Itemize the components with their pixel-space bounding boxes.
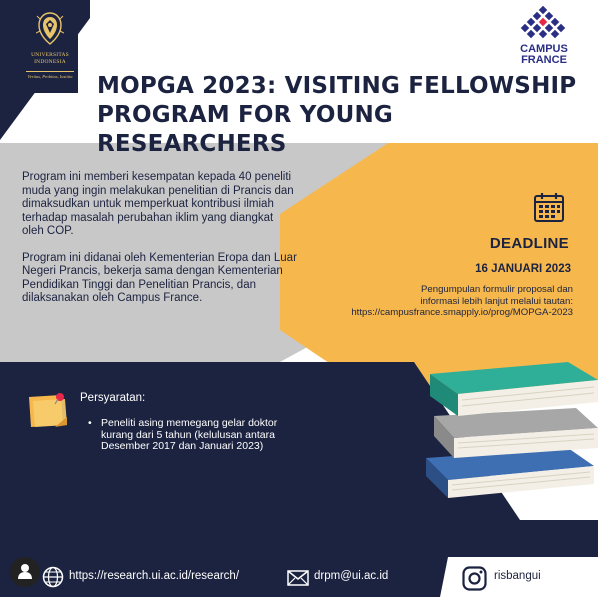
makara-crest-icon bbox=[36, 11, 64, 47]
title-line1: MOPGA 2023: VISITING FELLOWSHIP bbox=[97, 73, 577, 99]
campus-france-line1: CAMPUS bbox=[520, 43, 568, 55]
application-link[interactable]: https://campusfrance.smapply.io/prog/MOPGA-2023 bbox=[351, 307, 573, 318]
campus-france-line2: FRANCE bbox=[521, 54, 567, 66]
campus-france-diamond-icon bbox=[518, 6, 570, 42]
requirement-item: • Peneliti asing memegang gelar doktor kurang dari 5 tahun (kelulusan antara Desember 2017 dan Januari 2023) bbox=[88, 418, 288, 453]
globe-icon bbox=[42, 566, 64, 588]
website-link[interactable]: https://research.ui.ac.id/research/ bbox=[69, 570, 240, 582]
university-name-line2: INDONESIA bbox=[34, 58, 66, 65]
university-motto: Veritas, Probitas, Iustitia bbox=[26, 71, 74, 79]
program-description bbox=[22, 171, 298, 319]
mail-icon bbox=[287, 570, 309, 586]
book-stack-icon bbox=[418, 348, 598, 513]
deadline-note-line1: Pengumpulan formulir proposal dan bbox=[421, 284, 573, 295]
university-name-line1: UNIVERSITAS bbox=[31, 52, 69, 58]
deadline-note bbox=[290, 284, 573, 319]
sticky-note-icon bbox=[27, 391, 69, 429]
person-icon bbox=[18, 563, 32, 579]
profile-button[interactable] bbox=[10, 557, 40, 587]
description-paragraph-2: Program ini didanai oleh Kementerian Eropa dan Luar Negeri Prancis, bekerja sama dengan Kementerian Pendidikan Tinggi dan Penelitian Prancis, dan dilaksanakan oleh Campus France. bbox=[22, 251, 297, 304]
calendar-icon bbox=[533, 191, 565, 223]
deadline-label: DEADLINE bbox=[489, 235, 569, 252]
campus-france-wordmark bbox=[510, 44, 578, 66]
requirements-list bbox=[88, 418, 288, 453]
requirements-title: Persyaratan: bbox=[80, 392, 146, 404]
campus-france-logo bbox=[510, 6, 578, 68]
instagram-handle[interactable]: risbangui bbox=[494, 570, 541, 582]
deadline-note-line2: informasi lebih lanjut melalui tautan: bbox=[420, 295, 573, 307]
email-link[interactable]: drpm@ui.ac.id bbox=[314, 570, 389, 582]
university-indonesia-logo bbox=[22, 5, 78, 93]
deadline-date: 16 JANUARI 2023 bbox=[475, 263, 571, 275]
description-paragraph-1: Program ini memberi kesempatan kepada 40 peneliti muda yang ingin melakukan penelitian di Prancis dan dimaksudkan untuk memperkuat kontribusi ilmiah terhadap masalah perubahan iklim yang diangkat oleh COP. bbox=[22, 171, 294, 237]
page-title bbox=[97, 72, 577, 159]
title-line2: PROGRAM FOR YOUNG RESEARCHERS bbox=[97, 102, 393, 157]
instagram-icon bbox=[462, 566, 487, 591]
university-name bbox=[22, 52, 78, 65]
